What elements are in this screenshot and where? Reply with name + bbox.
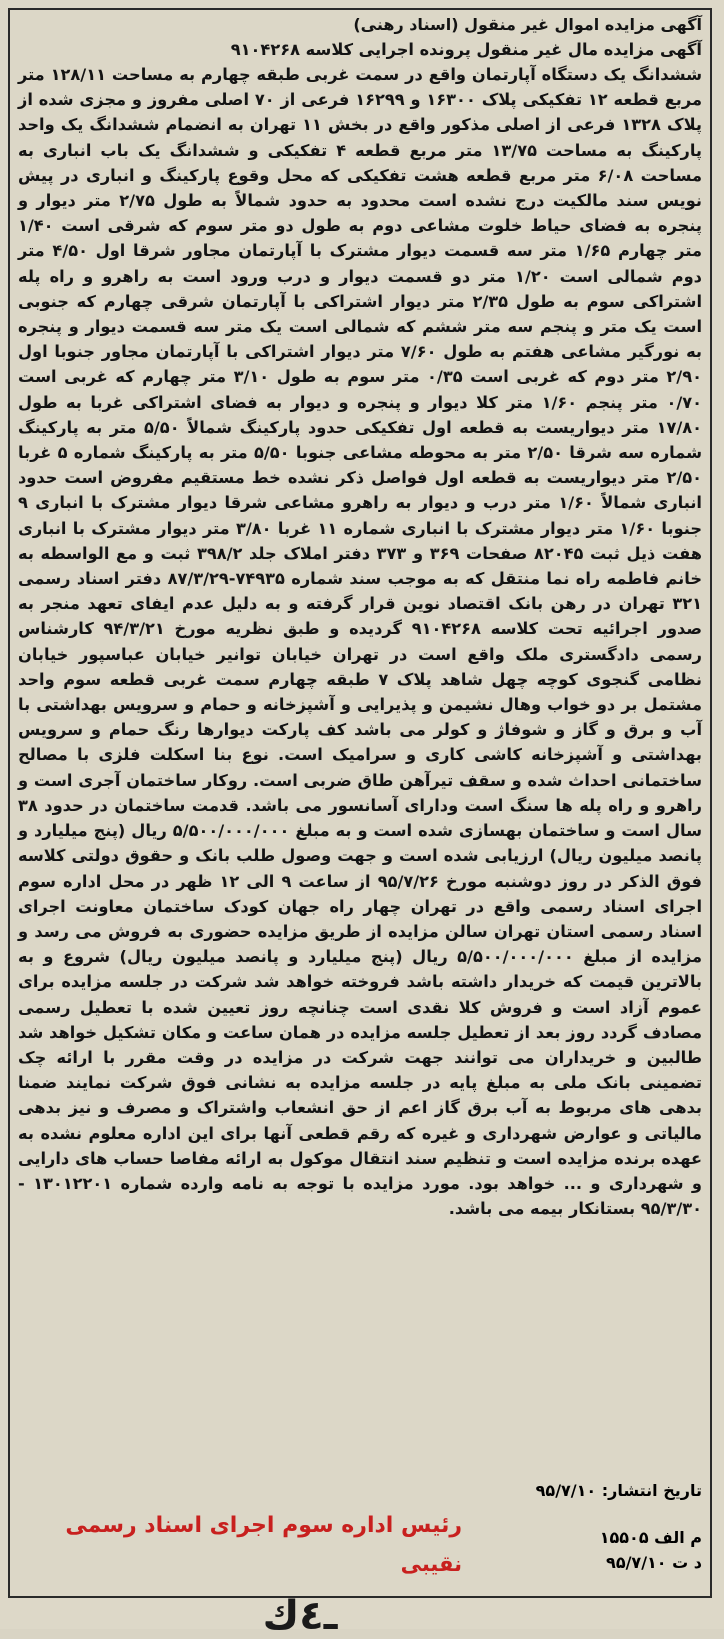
signature-name: نقیبی [400,1552,462,1576]
notice-subheading: آگهی مزایده مال غیر منقول پرونده اجرایی کلاسه ۹۱۰۴۲۶۸ [230,40,702,59]
notice-content [18,12,702,1221]
signature-block [22,1512,462,1578]
cut-off-fragment: ـ٤ك [262,1593,338,1639]
signature-title: رئیس اداره سوم اجرای اسناد رسمی [65,1513,462,1538]
notice-meta [536,1478,702,1575]
notice-body: ششدانگ یک دستگاه آپارتمان واقع در سمت غربی طبقه چهارم به مساحت ۱۲۸/۱۱ متر مربع قطعه ۱۲ تفکیکی پلاک ۱۶۳۰۰ و ۱۶۲۹۹ فرعی از ۷۰ اصلی مفروز و مجزی شده از پلاک ۱۳۲۸ فرعی از اصلی مذکور واقع در بخش ۱۱ تهران به انضمام ششدانگ یک واحد پارکینگ به مساحت ۱۳/۷۵ متر مربع قطعه ۴ تفکیکی و ششدانگ یک باب انباری به مساحت ۶/۰۸ متر مربع قطعه هشت تفکیکی که محل وقوع پارکینگ و انباری در پیش نویس سند مالکیت درج نشده است محدود به حدود شمالاً به طول ۲/۷۵ متر دیوار و پنجره به فضای حیاط خلوت مشاعی دوم به طول دو متر سوم که شرقی است ۱/۴۰ متر چهارم ۱/۶۵ متر سه قسمت دیوار مشترک با آپارتمان مجاور شرقا اول ۴/۵۰ متر دوم شمالی است ۱/۲۰ متر دو قسمت دیوار و درب ورود است به راهرو و راه پله اشتراکی سوم به طول ۲/۳۵ متر دیوار اشتراکی با آپارتمان شرقی چهارم که جنوبی است یک متر و پنجم سه متر ششم که شمالی است یک متر سه قسمت دیوار و پنجره به نورگیر مشاعی هفتم به طول ۷/۶۰ متر دیوار اشتراکی با آپارتمان مجاور جنوبا اول ۲/۹۰ متر دوم که غربی است ۰/۳۵ متر سوم به طول ۳/۱۰ متر چهارم که غربی است ۰/۷۰ متر پنجم ۱/۶۰ متر کلا دیوار و پنجره و دیوار به فضای اشتراکی غربا به طول ۱۷/۸۰ متر دیواریست به قطعه اول تفکیکی حدود پارکینگ شمالاً ۵/۵۰ متر به پارکینگ شماره سه شرقا ۲/۵۰ متر به محوطه مشاعی جنوبا ۵/۵۰ متر به پارکینگ شماره ۵ غربا ۲/۵۰ متر دیواریست به قطعه اول فواصل ذکر نشده خط مستقیم مفروض است حدود انباری شمالاً ۱/۶۰ متر درب و دیوار به راهرو مشاعی شرقا دیوار مشترک با انباری ۹ جنوبا ۱/۶۰ متر دیوار مشترک با انباری شماره ۱۱ غربا ۳/۸۰ متر دیوار مشترک با انباری هفت ذیل ثبت ۸۲۰۴۵ صفحات ۳۶۹ و ۳۷۳ دفتر املاک جلد ۳۹۸/۲ ثبت و مع الواسطه به خانم فاطمه راه نما منتقل که به موجب سند شماره ۷۴۹۳۵-۸۷/۳/۲۹ دفتر اسناد رسمی ۳۲۱ تهران در رهن بانک اقتصاد نوین قرار گرفته و به دلیل عدم ایفای تعهد منجر به صدور اجرائیه تحت کلاسه ۹۱۰۴۲۶۸ گردیده و طبق نظریه مورخ ۹۴/۳/۲۱ کارشناس رسمی دادگستری ملک واقع است در تهران خیابان توانیر خیابان عباسپور خیابان نظامی گنجوی کوچه چهل شاهد پلاک ۷ طبقه چهارم سمت غربی قطعه سوم واحد مشتمل بر دو خواب وهال نشیمن و پذیرایی و آشپزخانه و حمام و سرویس بهداشتی با آب و برق و گاز و شوفاژ و کولر می باشد کف پارکت دیوارها رنگ حمام و سرویس بهداشتی و آشپزخانه کاشی کاری و سرامیک است. نوع بنا اسکلت فلزی با مصالح ساختمانی احداث شده و سقف تیرآهن طاق ضربی است. روکار ساختمان آجری است و راهرو و راه پله ها سنگ است ودارای آسانسور می باشد. قدمت ساختمان در حدود ۳۸ سال است و ساختمان بهسازی شده است و به مبلغ ۵/۵۰۰/۰۰۰/۰۰۰ ریال (پنج میلیارد و پانصد میلیون ریال) ارزیابی شده است و جهت وصول طلب بانک و حقوق دولتی کلاسه فوق الذکر در روز دوشنبه مورخ ۹۵/۷/۲۶ از ساعت ۹ الی ۱۲ ظهر در محل اداره سوم اجرای اسناد رسمی واقع در تهران چهار راه جهان کودک ساختمان معاونت اجرای اسناد رسمی استان تهران سالن مزایده از طریق مزایده حضوری به فروش می رسد و مزایده از مبلغ ۵/۵۰۰/۰۰۰/۰۰۰ ریال (پنج میلیارد و پانصد میلیون ریال) شروع و به بالاترین قیمت که خریدار داشته باشد فروخته خواهد شد شرکت در جلسه مزایده برای عموم آزاد است و فروش کلا نقدی است چنانچه روز تعیین شده با تعطیل رسمی مصادف گردد روز بعد از تعطیل جلسه مزایده در همان ساعت و مکان تشکیل خواهد شد طالبین و خریداران می توانند جهت شرکت در مزایده در وقت مقرر با ارائه چک تضمینی بانک ملی به مبلغ پایه در جلسه مزایده به نشانی فوق شرکت نمایند ضمنا بدهی های مربوط به آب برق گاز اعم از حق انشعاب واشتراک و مصرف و نیز بدهی مالیاتی و عوارض شهرداری و غیره که رقم قطعی آنها برای این اداره معلوم نشده به عهده برنده مزایده است و تنظیم سند انتقال موکول به ارائه مفاصا حساب های دارایی و شهرداری و ... خواهد بود. مورد مزایده با توجه به نامه وارده شماره ۱۳۰۱۲۲۰۱ - ۹۵/۳/۳۰ بستانکار بیمه می باشد. [18,65,703,1219]
reference-code: م الف ۱۵۵۰۵ [599,1528,702,1547]
notice-heading: آگهی مزایده اموال غیر منقول (اسناد رهنی) [353,15,702,34]
publish-date: تاریخ انتشار: ۹۵/۷/۱۰ [535,1481,702,1500]
dt-line: د ت ۹۵/۷/۱۰ [606,1553,702,1572]
